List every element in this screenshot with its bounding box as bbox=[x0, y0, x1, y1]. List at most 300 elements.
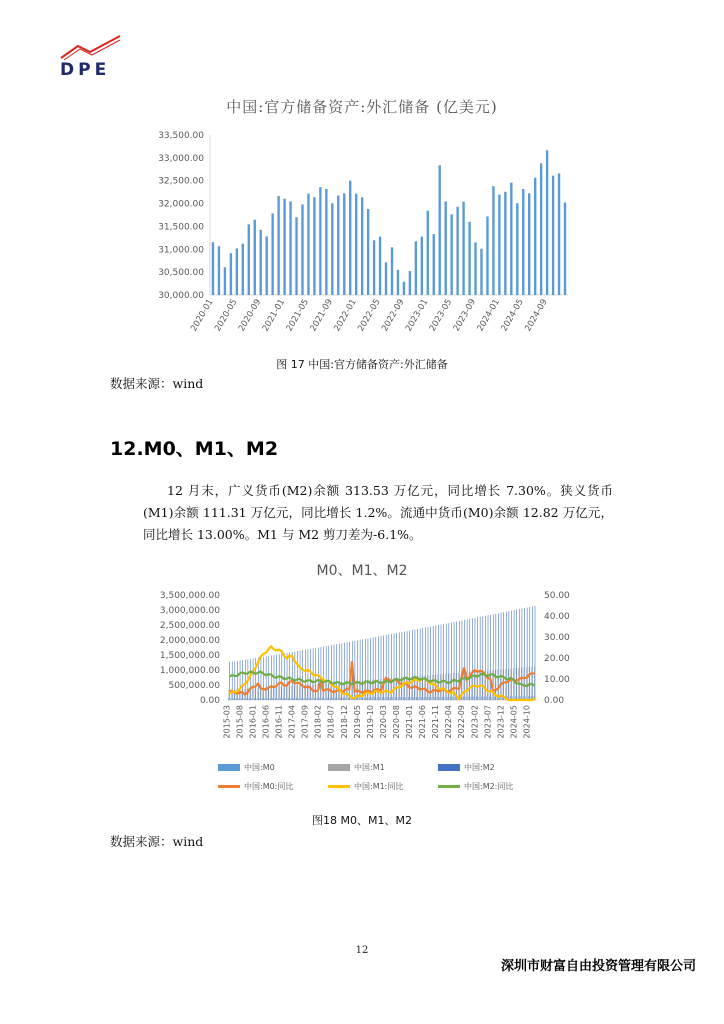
money-bar bbox=[310, 649, 311, 700]
money-bar bbox=[475, 618, 476, 700]
reserve-bar bbox=[242, 244, 244, 295]
money-bar bbox=[349, 642, 350, 700]
money-bar bbox=[505, 669, 506, 700]
reserve-bar bbox=[421, 237, 423, 295]
chart2-title: M0、M1、M2 bbox=[316, 563, 408, 579]
money-bar bbox=[406, 677, 407, 700]
money-bar bbox=[390, 697, 391, 700]
reserve-bar bbox=[331, 203, 333, 295]
money-bar bbox=[370, 638, 371, 700]
money-bar bbox=[379, 697, 380, 700]
money-bar bbox=[283, 698, 284, 700]
money-bar bbox=[300, 651, 301, 700]
legend-m0 bbox=[218, 762, 328, 773]
money-bar bbox=[382, 697, 383, 700]
money-bar bbox=[450, 697, 451, 700]
figure17-caption: 图 17 中国:官方储备资产:外汇储备 bbox=[276, 358, 448, 371]
money-bar bbox=[255, 688, 256, 700]
reserve-bar bbox=[337, 196, 339, 295]
x-tick-label: 2021-01 bbox=[260, 297, 288, 334]
money-bar bbox=[404, 632, 405, 700]
y-tick-label: 3,000,000.00 bbox=[159, 606, 220, 616]
money-bar bbox=[323, 646, 324, 700]
money-bar bbox=[455, 697, 456, 700]
money-bar bbox=[398, 697, 399, 700]
y2-tick-label: 10.00 bbox=[544, 675, 570, 685]
money-bar bbox=[432, 697, 433, 700]
money-bar bbox=[325, 683, 326, 700]
money-bar bbox=[402, 632, 403, 700]
money-bar bbox=[286, 686, 287, 700]
y2-tick-label: 20.00 bbox=[544, 654, 570, 664]
money-bar bbox=[242, 689, 243, 700]
money-bar bbox=[246, 698, 247, 700]
money-bar bbox=[302, 650, 303, 700]
money-bar bbox=[408, 697, 409, 700]
money-bar bbox=[293, 698, 294, 700]
money-bar bbox=[439, 697, 440, 700]
company-name: 深圳市财富自由投资管理有限公司 bbox=[500, 959, 696, 974]
money-bar bbox=[473, 697, 474, 700]
y-tick-label: 32,000.00 bbox=[158, 199, 204, 210]
money-bar bbox=[235, 661, 236, 700]
money-bar bbox=[278, 687, 279, 700]
money-bar bbox=[426, 697, 427, 700]
money-bar bbox=[263, 657, 264, 700]
x-tick-label: 2024-10 bbox=[522, 705, 532, 739]
money-bar bbox=[486, 697, 487, 701]
section-paragraph: 12 月末，广义货币(M2)余额 313.53 万亿元，同比增长 7.30%。狭义货币(M1)余额 111.31 万亿元，同比增长 1.2%。流通中货币(M0)余额 12.82 万亿元，同比增长 13.00%。M1 与 M2 剪刀差为-6.1%。 bbox=[143, 483, 613, 542]
reserve-bar bbox=[546, 150, 548, 295]
x-tick-label: 2016-06 bbox=[261, 705, 271, 739]
money-bar bbox=[249, 698, 250, 700]
y-tick-label: 31,000.00 bbox=[158, 245, 204, 256]
y2-tick-label: 30.00 bbox=[544, 633, 570, 643]
x-tick-label: 2024-05 bbox=[499, 297, 526, 334]
money-bar bbox=[257, 688, 258, 700]
money-bar bbox=[433, 626, 434, 700]
y2-tick-label: 0.00 bbox=[544, 696, 565, 706]
legend-label: 中国:M2 bbox=[464, 763, 495, 772]
figure18-caption: 图18 M0、M1、M2 bbox=[312, 814, 412, 827]
x-tick-label: 2023-09 bbox=[451, 297, 479, 334]
money-bar bbox=[435, 675, 436, 700]
reserve-bar bbox=[236, 249, 238, 295]
x-tick-label: 2023-12 bbox=[496, 705, 506, 739]
x-tick-label: 2015-08 bbox=[235, 705, 245, 739]
money-bar bbox=[275, 698, 276, 700]
x-tick-label: 2023-01 bbox=[403, 297, 431, 334]
reserve-bar bbox=[474, 242, 476, 295]
reserve-bar bbox=[307, 194, 309, 295]
reserve-bar bbox=[343, 193, 345, 295]
money-bar bbox=[471, 697, 472, 700]
reserve-bar bbox=[558, 173, 560, 295]
money-bar bbox=[492, 696, 493, 700]
money-bar bbox=[276, 687, 277, 700]
x-tick-label: 2021-06 bbox=[418, 705, 428, 739]
x-tick-label: 2016-01 bbox=[248, 705, 258, 739]
money-bar bbox=[302, 685, 303, 700]
reserve-bar bbox=[224, 267, 226, 295]
money-bar bbox=[257, 698, 258, 700]
money-bar bbox=[236, 698, 237, 700]
money-bar bbox=[297, 685, 298, 700]
money-bar bbox=[514, 610, 515, 700]
money-bar bbox=[343, 698, 344, 701]
money-bar bbox=[312, 698, 313, 700]
money-bar bbox=[272, 698, 273, 700]
y-tick-label: 30,500.00 bbox=[158, 268, 204, 279]
money-bar bbox=[359, 697, 360, 700]
money-bar bbox=[361, 697, 362, 700]
money-bar bbox=[412, 630, 413, 700]
reserve-bar bbox=[456, 207, 458, 295]
money-bar bbox=[480, 617, 481, 700]
reserve-bar bbox=[265, 236, 267, 295]
reserve-bar bbox=[248, 224, 250, 295]
money-bar bbox=[270, 698, 271, 700]
x-tick-label: 2022-05 bbox=[356, 297, 383, 334]
money-bar bbox=[415, 630, 416, 700]
money-bar bbox=[396, 633, 397, 700]
x-tick-label: 2020-05 bbox=[213, 297, 240, 334]
y-tick-label: 33,500.00 bbox=[158, 131, 204, 141]
logo-text: DPE bbox=[60, 60, 111, 80]
money-bar bbox=[404, 677, 405, 700]
money-bar bbox=[506, 612, 507, 700]
reserve-bar bbox=[283, 199, 285, 295]
legend-label: 中国:M1 bbox=[354, 763, 385, 772]
x-tick-label: 2017-09 bbox=[300, 705, 310, 739]
y-tick-label: 32,500.00 bbox=[158, 176, 204, 187]
money-bar bbox=[400, 697, 401, 700]
reserve-bar bbox=[427, 211, 429, 295]
money-bar bbox=[289, 686, 290, 700]
money-bar bbox=[233, 698, 234, 700]
x-tick-label: 2021-01 bbox=[405, 705, 415, 739]
money-bar bbox=[260, 688, 261, 700]
reserve-bar bbox=[528, 193, 530, 295]
legend-m1-yoy bbox=[328, 781, 438, 792]
money-bar bbox=[448, 674, 449, 700]
money-bar bbox=[374, 697, 375, 700]
money-bar bbox=[345, 697, 346, 700]
money-bar bbox=[452, 697, 453, 700]
money-bar bbox=[508, 669, 509, 700]
money-bar bbox=[271, 655, 272, 700]
x-tick-label: 2019-10 bbox=[365, 705, 375, 739]
reserve-bar bbox=[516, 203, 518, 295]
money-bar bbox=[259, 698, 260, 700]
legend-swatch bbox=[438, 785, 460, 788]
x-tick-label: 2018-12 bbox=[339, 705, 349, 739]
x-tick-label: 2023-05 bbox=[427, 297, 455, 334]
reserve-bar bbox=[409, 271, 411, 295]
money-bar bbox=[308, 649, 309, 700]
x-tick-label: 2020-09 bbox=[236, 297, 264, 334]
money-bar bbox=[496, 614, 497, 700]
money-bar bbox=[476, 697, 477, 700]
x-tick-label: 2018-02 bbox=[313, 705, 323, 739]
chart1-title: 中国:官方储备资产:外汇储备 (亿美元) bbox=[226, 98, 498, 116]
money-bar bbox=[317, 684, 318, 700]
x-tick-label: 2020-03 bbox=[378, 705, 388, 739]
x-tick-label: 2023-02 bbox=[470, 705, 480, 739]
money-supply-chart bbox=[0, 585, 724, 755]
y2-tick-label: 50.00 bbox=[544, 591, 570, 601]
reserve-bar bbox=[480, 249, 482, 295]
reserve-bar bbox=[468, 222, 470, 295]
y-tick-label: 3,500,000.00 bbox=[159, 591, 220, 601]
money-bar bbox=[489, 696, 490, 700]
money-bar bbox=[432, 675, 433, 700]
money-bar bbox=[281, 686, 282, 700]
reserve-bar bbox=[486, 216, 488, 295]
money-bar bbox=[319, 698, 320, 700]
x-tick-label: 2020-08 bbox=[391, 705, 401, 739]
x-tick-label: 2021-05 bbox=[284, 297, 312, 334]
money-bar bbox=[232, 661, 233, 700]
y-tick-label: 31,500.00 bbox=[158, 222, 204, 233]
y-tick-label: 2,000,000.00 bbox=[159, 636, 220, 646]
legend-m2 bbox=[438, 762, 548, 773]
money-bar bbox=[419, 697, 420, 700]
reserve-bar bbox=[492, 186, 494, 295]
money-bar bbox=[325, 698, 326, 700]
money-bar bbox=[449, 623, 450, 700]
money-bar bbox=[464, 672, 465, 700]
money-bar bbox=[369, 697, 370, 700]
money-bar bbox=[346, 682, 347, 700]
money-bar bbox=[238, 698, 239, 700]
money-bar bbox=[262, 698, 263, 700]
money-bar bbox=[326, 646, 327, 700]
money-bar bbox=[424, 697, 425, 700]
x-tick-label: 2024-01 bbox=[475, 297, 502, 334]
money-bar bbox=[385, 697, 386, 700]
reserve-bar bbox=[522, 189, 524, 295]
money-bar bbox=[253, 658, 254, 700]
money-bar bbox=[278, 698, 279, 700]
chart2-legend bbox=[218, 762, 548, 792]
money-bar bbox=[252, 688, 253, 700]
reserve-bar bbox=[439, 165, 441, 295]
money-bar bbox=[447, 697, 448, 700]
money-bar bbox=[268, 656, 269, 700]
money-bar bbox=[490, 615, 491, 700]
reserve-bar bbox=[564, 202, 566, 295]
money-bar bbox=[509, 611, 510, 700]
money-bar bbox=[421, 697, 422, 700]
money-bar bbox=[529, 607, 530, 700]
x-tick-label: 2022-01 bbox=[332, 297, 359, 334]
reserve-bar bbox=[415, 241, 417, 295]
money-bar bbox=[445, 697, 446, 700]
money-bar bbox=[270, 687, 271, 700]
money-bar bbox=[241, 698, 242, 700]
x-tick-label: 2022-09 bbox=[380, 297, 407, 334]
reserve-bar bbox=[403, 282, 405, 295]
reserve-bar bbox=[289, 201, 291, 295]
reserve-bar bbox=[212, 242, 214, 295]
money-bar bbox=[231, 698, 232, 700]
money-bar bbox=[467, 619, 468, 700]
money-bar bbox=[295, 652, 296, 700]
x-tick-label: 2015-03 bbox=[222, 705, 232, 739]
money-bar bbox=[413, 697, 414, 700]
x-tick-label: 2021-11 bbox=[431, 705, 441, 739]
y2-tick-label: 40.00 bbox=[544, 612, 570, 622]
figure18-source: 数据来源：wind bbox=[110, 834, 204, 849]
money-bar bbox=[335, 698, 336, 700]
money-bar bbox=[338, 698, 339, 700]
money-bar bbox=[297, 651, 298, 700]
money-bar bbox=[283, 686, 284, 700]
money-bar bbox=[466, 697, 467, 700]
money-bar bbox=[472, 618, 473, 700]
money-bar bbox=[479, 697, 480, 700]
money-bar bbox=[309, 698, 310, 700]
money-bar bbox=[340, 698, 341, 700]
legend-label: 中国:M0:同比 bbox=[244, 782, 294, 791]
money-bar bbox=[299, 685, 300, 700]
reserve-bar bbox=[462, 202, 464, 295]
money-bar bbox=[399, 633, 400, 700]
reserve-bar bbox=[349, 181, 351, 295]
money-bar bbox=[266, 656, 267, 700]
money-bar bbox=[524, 667, 525, 700]
reserve-bar bbox=[230, 253, 232, 295]
reserve-bar bbox=[355, 194, 357, 295]
reserve-bar bbox=[552, 176, 554, 295]
x-tick-label: 2024-05 bbox=[509, 705, 519, 739]
reserve-bar bbox=[510, 183, 512, 295]
figure17-source: 数据来源：wind bbox=[110, 376, 204, 391]
money-bar bbox=[437, 697, 438, 700]
reserve-bar bbox=[504, 192, 506, 295]
money-bar bbox=[526, 667, 527, 700]
legend-m2-yoy bbox=[438, 781, 548, 792]
money-bar bbox=[273, 687, 274, 700]
money-bar bbox=[395, 697, 396, 700]
money-bar bbox=[254, 698, 255, 700]
reserve-bar bbox=[361, 197, 363, 295]
money-bar bbox=[261, 657, 262, 700]
money-bar bbox=[389, 634, 390, 700]
money-bar bbox=[294, 686, 295, 700]
money-bar bbox=[366, 697, 367, 700]
reserve-bar bbox=[319, 187, 321, 295]
money-bar bbox=[409, 631, 410, 700]
legend-m0-yoy bbox=[218, 781, 328, 792]
money-bar bbox=[522, 609, 523, 700]
money-bar bbox=[407, 631, 408, 700]
money-bar bbox=[440, 674, 441, 700]
legend-label: 中国:M0 bbox=[244, 763, 275, 772]
legend-label: 中国:M1:同比 bbox=[354, 782, 404, 791]
page-number: 12 bbox=[355, 945, 369, 956]
money-bar bbox=[535, 606, 536, 700]
money-bar bbox=[519, 609, 520, 700]
y-tick-label: 500,000.00 bbox=[168, 681, 220, 691]
money-bar bbox=[416, 697, 417, 700]
money-bar bbox=[284, 653, 285, 700]
x-tick-label: 2021-09 bbox=[308, 297, 335, 334]
money-bar bbox=[298, 698, 299, 700]
y-tick-label: 30,000.00 bbox=[158, 291, 204, 301]
legend-m1 bbox=[328, 762, 438, 773]
reserve-bar bbox=[540, 163, 542, 295]
money-bar bbox=[291, 686, 292, 700]
money-bar bbox=[391, 634, 392, 700]
money-bar bbox=[372, 697, 373, 700]
money-bar bbox=[428, 627, 429, 700]
money-bar bbox=[403, 697, 404, 700]
y-tick-label: 0.00 bbox=[199, 696, 220, 706]
money-bar bbox=[306, 698, 307, 700]
yoy-line bbox=[229, 646, 534, 700]
money-bar bbox=[240, 660, 241, 700]
money-bar bbox=[285, 698, 286, 700]
money-bar bbox=[321, 647, 322, 700]
reserve-bar bbox=[379, 237, 381, 295]
money-bar bbox=[301, 698, 302, 700]
money-bar bbox=[532, 606, 533, 700]
x-tick-label: 2017-04 bbox=[287, 705, 297, 739]
money-bar bbox=[511, 669, 512, 700]
money-bar bbox=[511, 611, 512, 700]
money-bar bbox=[348, 697, 349, 700]
money-bar bbox=[255, 658, 256, 700]
money-bar bbox=[329, 646, 330, 700]
money-bar bbox=[347, 642, 348, 700]
money-bar bbox=[462, 620, 463, 700]
money-bar bbox=[327, 698, 328, 700]
money-bar bbox=[304, 698, 305, 700]
legend-swatch bbox=[218, 764, 240, 771]
money-bar bbox=[494, 696, 495, 700]
reserve-bar bbox=[444, 201, 446, 295]
money-bar bbox=[291, 698, 292, 700]
money-bar bbox=[251, 698, 252, 700]
money-bar bbox=[265, 698, 266, 700]
money-bar bbox=[317, 698, 318, 700]
money-bar bbox=[332, 698, 333, 700]
reserve-bar bbox=[534, 178, 536, 295]
reserve-bar bbox=[271, 213, 273, 295]
money-bar bbox=[405, 697, 406, 700]
money-bar bbox=[288, 698, 289, 700]
money-bar bbox=[484, 697, 485, 700]
money-bar bbox=[362, 639, 363, 700]
reserve-bar bbox=[301, 204, 303, 295]
legend-swatch bbox=[328, 764, 350, 771]
money-bar bbox=[305, 650, 306, 700]
reserve-bar bbox=[367, 209, 369, 295]
money-bar bbox=[250, 659, 251, 700]
money-bar bbox=[392, 697, 393, 700]
money-bar bbox=[446, 624, 447, 701]
reserve-bar bbox=[313, 197, 315, 295]
money-bar bbox=[318, 647, 319, 700]
reserve-bar bbox=[218, 246, 220, 295]
x-tick-label: 2024-09 bbox=[523, 297, 550, 334]
money-bar bbox=[429, 697, 430, 700]
money-bar bbox=[387, 697, 388, 700]
y-tick-label: 1,500,000.00 bbox=[159, 651, 220, 661]
x-tick-label: 2016-11 bbox=[274, 705, 284, 739]
